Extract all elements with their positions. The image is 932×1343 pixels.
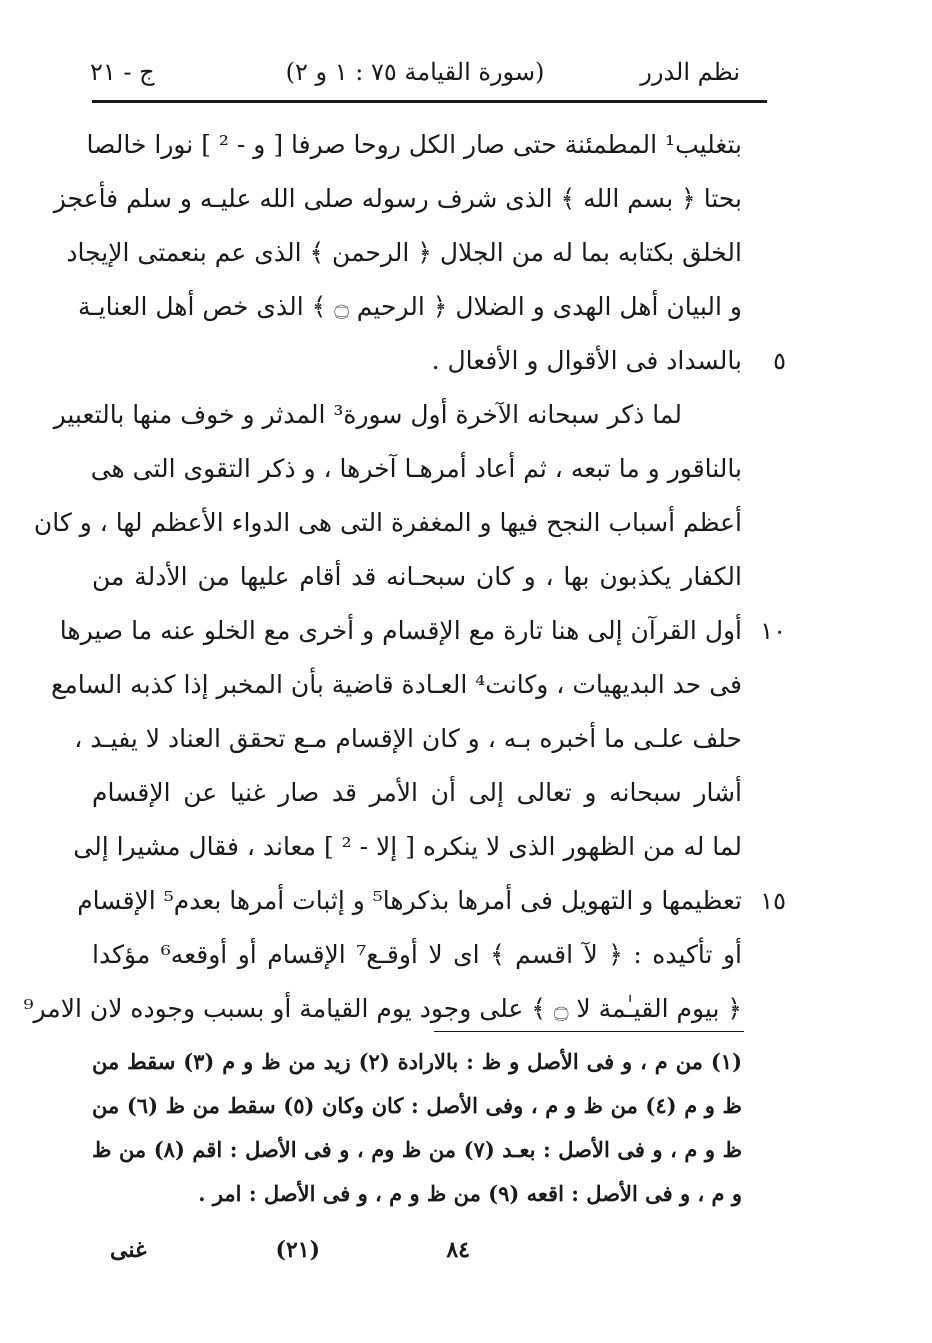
header-rule — [92, 100, 767, 103]
text-line: الخلق بكتابه بما له من الجلال ﴿ الرحمن ﴾ الذى عم بنعمتى الإيجاد — [66, 238, 742, 267]
text-line: ﴿ بيوم القيـٰمة لا ۝ ﴾ على وجود يوم القيامة أو بسبب وجوده لان الامر⁹ — [23, 994, 742, 1023]
text-line: حلف علـى ما أخبره بـه ، و كان الإقسام مـع تحقق العناد لا يفيـد ، — [74, 724, 742, 753]
text-line: و البيان أهل الهدى و الضلال ﴿ الرحيم ۝ ﴾ الذى خص أهل العنايـة — [77, 292, 742, 321]
signature-mark: (٢١) — [275, 1237, 320, 1263]
printer-name: غنى — [110, 1237, 147, 1263]
footnote-line: ظ و م (٤) من ظ و م ، وفى الأصل : كان وكان (٥) سقط من ظ (٦) من — [92, 1093, 742, 1118]
text-line: الكفار يكذبون بها ، و كان سبحـانه قد أقام عليها من الأدلة من — [92, 562, 742, 591]
page-footer — [110, 1232, 470, 1268]
text-line: لما له من الظهور الذى لا ينكره [ إلا - ² ] معاند ، فقال مشيرا إلى — [73, 832, 742, 861]
line-number: ١٥ — [760, 887, 786, 915]
main-text — [23, 118, 786, 1036]
text-line: بالسداد فى الأقوال و الأفعال . ٥ — [92, 334, 742, 388]
text-line: أعظم أسباب النجح فيها و المغفرة التى هى الدواء الأعظم لها ، و كان — [33, 508, 742, 537]
footnote-line: و م ، و فى الأصل : اقعه (٩) من ظ و م ، و فى الأصل : امر . — [198, 1181, 742, 1206]
running-header — [90, 52, 740, 92]
text-line: أو تأكيده : ﴿ لآ اقسم ﴾ اى لا أوقـع⁷ الإقسام أو أوقعه⁶ مؤكدا — [92, 940, 742, 969]
footnotes — [92, 1040, 742, 1216]
volume-number: ج - ٢١ — [90, 58, 155, 86]
text-line: لما ذكر سبحانه الآخرة أول سورة³ المدثر و خوف منها بالتعبير — [53, 400, 682, 429]
text-line: أشار سبحانه و تعالى إلى أن الأمر قد صار غنيا عن الإقسام — [92, 778, 742, 807]
text-line: بحتا ﴿ بسم الله ﴾ الذى شرف رسوله صلى الله عليـه و سلم فأعجز — [53, 184, 742, 213]
text-line: تعظيمها و التهويل فى أمرها بذكرها⁵ و إثبات أمرها بعدم⁵ الإقسام ١٥ — [92, 874, 742, 928]
footnote-line: ظ و م ، و فى الأصل : بعـد (٧) من ظ وم ، و فى الأصل : اقم (٨) من ظ — [92, 1137, 742, 1162]
text-line: أول القرآن إلى هنا تارة مع الإقسام و أخرى مع الخلو عنه ما صيرها ١٠ — [92, 604, 742, 658]
footnote-line: (١) من م ، و فى الأصل و ظ : بالارادة (٢) زيد من ظ و م (٣) سقط من — [92, 1049, 742, 1074]
surah-reference: (سورة القيامة ٧٥ : ١ و ٢) — [285, 58, 545, 86]
text-line: بالناقور و ما تبعه ، ثم أعاد أمرهـا آخرها ، و ذكر التقوى التى هى — [90, 454, 742, 483]
text-line: بتغليب¹ المطمئنة حتى صار الكل روحا صرفا [ و - ² ] نورا خالصا — [86, 130, 742, 159]
line-number: ٥ — [773, 347, 786, 375]
text-line: فى حد البديهيات ، وكانت⁴ العـادة قاضية بأن المخبر إذا كذبه السامع — [51, 670, 742, 699]
footnote-rule — [434, 1031, 744, 1032]
book-title: نظم الدرر — [640, 58, 740, 86]
line-number: ١٠ — [760, 617, 786, 645]
page-number: ٨٤ — [446, 1237, 470, 1263]
